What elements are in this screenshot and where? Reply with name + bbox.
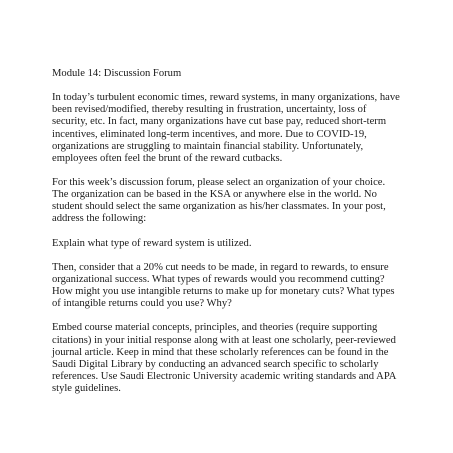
- document-title: Module 14: Discussion Forum: [52, 68, 182, 79]
- intro-paragraph: In today’s turbulent economic times, reward systems, in many organizations, have been revised/modified, thereby resulting in frustration, uncertainty, loss of security, etc. In fact, many organizations have cut base pay, reduced short-term incentives, eliminated long-term incentives, and more. Due to COVID-19, organizations are struggling to maintain financial stability. Unfortunately, employees often feel the brunt of the reward cutbacks.: [52, 92, 400, 164]
- requirements-paragraph: Embed course material concepts, principles, and theories (require supporting citations) in your initial response along with at least one scholarly, peer-reviewed journal article. Keep in mind that these scholarly references can be found in the Saudi Digital Library by conducting an advanced search specific to scholarly references. Use Saudi Electronic University academic writing standards and APA style guidelines.: [52, 322, 396, 394]
- document-page: [52, 68, 404, 395]
- instructions-paragraph: For this week’s discussion forum, please select an organization of your choice. The organization can be based in the KSA or anywhere else in the world. No student should select the same organization as his/her classmates. In your post, address the following:: [52, 177, 386, 225]
- task-cut-paragraph: Then, consider that a 20% cut needs to be made, in regard to rewards, to ensure organizational success. What types of rewards would you recommend cutting? How might you use intangible returns to make up for monetary cuts? What types of intangible returns could you use? Why?: [52, 261, 395, 310]
- task-explain-paragraph: Explain what type of reward system is utilized.: [52, 237, 252, 249]
